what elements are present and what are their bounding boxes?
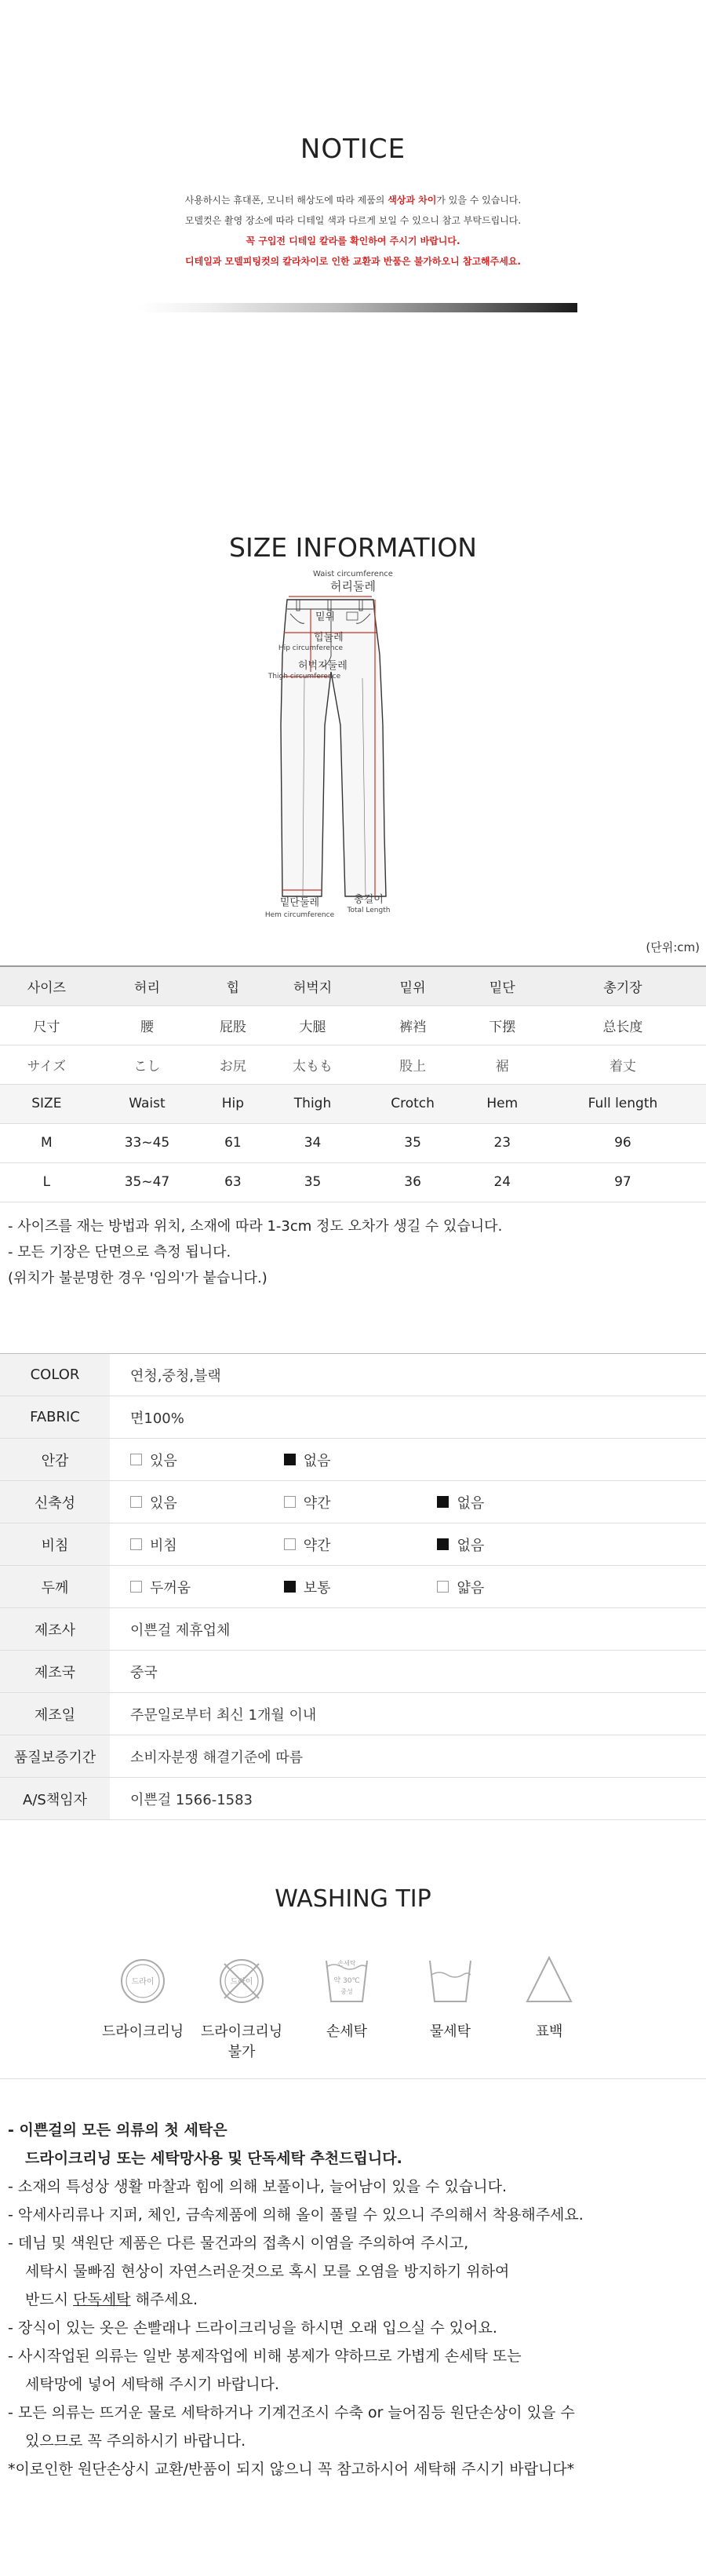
spec-value: 면100% xyxy=(110,1396,706,1439)
checkbox-checked-icon xyxy=(284,1454,296,1465)
notice-section xyxy=(0,133,706,272)
size-cell: 61 xyxy=(201,1123,264,1162)
size-note: - 사이즈를 재는 방법과 위치, 소재에 따라 1-3cm 정도 오차가 생길 수 있습니다. xyxy=(8,1218,503,1235)
dry-clean-label: 드라이크리닝 xyxy=(101,2023,184,2040)
notice-line-1-post: 가 있을 수 있습니다. xyxy=(436,195,522,206)
care-line: 세탁시 물빠짐 현상이 자연스러운것으로 혹시 모를 오염을 방지하기 위하여 xyxy=(25,2263,510,2280)
care-line: 드라이크리닝 또는 세탁망사용 및 단독세탁 추천드립니다. xyxy=(25,2150,402,2167)
checkbox-unchecked-icon xyxy=(284,1538,296,1550)
spec-key: 비침 xyxy=(0,1523,110,1566)
option-label: 없음 xyxy=(457,1494,485,1512)
care-line: 있으므로 꼭 주의하시기 바랍니다. xyxy=(25,2432,246,2450)
size-cell: 밑위 xyxy=(361,966,465,1005)
option-sheer-no xyxy=(437,1534,586,1555)
size-cell: 着丈 xyxy=(540,1045,706,1084)
spec-options xyxy=(110,1481,706,1523)
bleach-icon xyxy=(518,1950,580,2012)
size-cell: Waist xyxy=(93,1084,202,1123)
spec-row-stretch xyxy=(0,1481,706,1523)
hand-wash-temp-text: 약 30℃ xyxy=(333,1977,360,1985)
care-instructions xyxy=(8,2116,698,2483)
option-thick-thick xyxy=(130,1577,279,1597)
water-wash-label: 물세탁 xyxy=(429,2023,471,2040)
size-cell: 总长度 xyxy=(540,1005,706,1045)
no-dry-clean-label: 드라이크리닝 불가 xyxy=(200,2023,283,2060)
checkbox-unchecked-icon xyxy=(437,1581,449,1593)
care-line: - 모든 의류는 뜨거운 물로 세탁하거나 기계건조시 수축 or 늘어짐등 원단손상이 있을 수 xyxy=(8,2404,575,2421)
spec-value: 소비자분쟁 해결기준에 따름 xyxy=(110,1735,706,1778)
size-cell: 下摆 xyxy=(465,1005,540,1045)
length-ko-label: 총길이 xyxy=(354,894,384,906)
bleach-label: 표백 xyxy=(535,2023,563,2040)
size-header-cn xyxy=(0,1005,706,1045)
size-cell: 허리 xyxy=(93,966,202,1005)
care-line: - 소재의 특성상 생활 마찰과 힘에 의해 보풀이나, 늘어남이 있을 수 있습니다. xyxy=(8,2178,507,2195)
care-line-post: 해주세요. xyxy=(130,2291,198,2308)
size-cell: 34 xyxy=(265,1123,361,1162)
size-cell: 尺寸 xyxy=(0,1005,93,1045)
spec-key: 품질보증기간 xyxy=(0,1735,110,1778)
size-cell: 35 xyxy=(265,1162,361,1202)
water-wash-icon xyxy=(419,1950,482,2012)
no-dry-clean-icon-text: 드라이 xyxy=(230,1978,253,1987)
option-label: 얇음 xyxy=(457,1579,485,1596)
spec-value: 중국 xyxy=(110,1651,706,1693)
spec-key: 제조국 xyxy=(0,1651,110,1693)
notice-line-1 xyxy=(0,190,706,210)
care-line: 세탁망에 넣어 세탁해 주시기 바랍니다. xyxy=(25,2376,279,2393)
option-stretch-yes xyxy=(130,1492,279,1512)
washing-tip-title: WASHING TIP xyxy=(275,1885,431,1913)
option-lining-no xyxy=(284,1450,433,1470)
size-header-en xyxy=(0,1084,706,1123)
checkbox-checked-icon xyxy=(437,1538,449,1550)
checkbox-unchecked-icon xyxy=(284,1496,296,1508)
hand-wash-neutral-text: 중성 xyxy=(340,1988,353,1995)
size-cell: 35~47 xyxy=(93,1162,202,1202)
spec-row-warranty xyxy=(0,1735,706,1778)
size-row-m xyxy=(0,1123,706,1162)
care-line: - 이쁜걸의 모든 의류의 첫 세탁은 xyxy=(8,2122,227,2139)
spec-row-fabric xyxy=(0,1396,706,1439)
option-stretch-slight xyxy=(284,1492,433,1512)
notice-line-3: 꼭 구입전 디테일 칼라를 확인하여 주시기 바랍니다. xyxy=(246,235,460,246)
notice-text xyxy=(0,190,706,272)
no-dry-clean-icon xyxy=(210,1950,273,2012)
option-label: 비침 xyxy=(150,1537,177,1554)
spec-options xyxy=(110,1566,706,1608)
option-thick-normal xyxy=(284,1577,433,1597)
size-cell: 힙 xyxy=(201,966,264,1005)
rise-label: 밑위 xyxy=(315,611,336,623)
spec-table xyxy=(0,1353,706,1820)
size-cell: 밑단 xyxy=(465,966,540,1005)
size-cell: 24 xyxy=(465,1162,540,1202)
size-cell: 屁股 xyxy=(201,1005,264,1045)
thigh-en-label: Thigh circumference xyxy=(267,673,341,680)
spec-row-lining xyxy=(0,1439,706,1481)
size-cell: L xyxy=(0,1162,93,1202)
size-cell: 허벅지 xyxy=(265,966,361,1005)
option-label: 없음 xyxy=(303,1452,331,1469)
option-sheer-slight xyxy=(284,1534,433,1555)
option-label: 보통 xyxy=(303,1579,331,1596)
size-cell: こし xyxy=(93,1045,202,1084)
size-note: (위치가 불분명한 경우 '임의'가 붙습니다.) xyxy=(8,1270,267,1286)
checkbox-unchecked-icon xyxy=(130,1454,142,1465)
option-label: 두꺼움 xyxy=(150,1579,191,1596)
spec-row-country xyxy=(0,1651,706,1693)
hem-en-label: Hem circumference xyxy=(264,911,335,919)
size-header-ko xyxy=(0,966,706,1005)
care-line xyxy=(8,2286,698,2314)
spec-key: 신축성 xyxy=(0,1481,110,1523)
dry-clean-icon xyxy=(111,1950,174,2012)
option-label: 약간 xyxy=(303,1537,331,1554)
option-sheer-yes xyxy=(130,1534,279,1555)
option-label: 약간 xyxy=(303,1494,331,1512)
spec-key: 제조일 xyxy=(0,1693,110,1735)
pants-diagram xyxy=(259,568,447,929)
size-info-title: SIZE INFORMATION xyxy=(229,532,477,563)
spec-options xyxy=(110,1439,706,1481)
spec-row-maker xyxy=(0,1608,706,1651)
care-line: - 장식이 있는 옷은 손빨래나 드라이크리닝을 하시면 오래 입으실 수 있어요. xyxy=(8,2319,497,2337)
spec-value: 이쁜걸 제휴업체 xyxy=(110,1608,706,1651)
size-cell: 사이즈 xyxy=(0,966,93,1005)
waist-ko-label: 허리둘레 xyxy=(330,579,376,593)
size-cell: 96 xyxy=(540,1123,706,1162)
spec-row-as xyxy=(0,1778,706,1820)
care-line: - 사시작업된 의류는 일반 봉제작업에 비해 봉제가 약하므로 가볍게 손세탁 또는 xyxy=(8,2348,522,2365)
color-gradient-bar xyxy=(138,303,577,312)
hand-wash-icon xyxy=(315,1950,378,2012)
size-notes xyxy=(8,1213,502,1291)
option-thick-thin xyxy=(437,1577,586,1597)
size-cell: 63 xyxy=(201,1162,264,1202)
notice-line-2: 모델컷은 촬영 장소에 따라 디테일 색과 다르게 보일 수 있으니 참고 부탁드립니다. xyxy=(184,215,522,226)
hem-ko-label: 밑단둘레 xyxy=(279,897,320,909)
spec-value: 이쁜걸 1566-1583 xyxy=(110,1778,706,1820)
section-divider xyxy=(0,2078,706,2079)
size-header-jp xyxy=(0,1045,706,1084)
size-table xyxy=(0,965,706,1202)
spec-value: 주문일로부터 최신 1개월 이내 xyxy=(110,1693,706,1735)
size-row-l xyxy=(0,1162,706,1202)
size-cell: Crotch xyxy=(361,1084,465,1123)
size-cell: 33~45 xyxy=(93,1123,202,1162)
checkbox-unchecked-icon xyxy=(130,1496,142,1508)
spec-row-color xyxy=(0,1354,706,1396)
size-cell: Thigh xyxy=(265,1084,361,1123)
size-cell: 裾 xyxy=(465,1045,540,1084)
spec-key: A/S책임자 xyxy=(0,1778,110,1820)
option-label: 있음 xyxy=(150,1452,177,1469)
notice-line-1-emph: 색상과 차이 xyxy=(388,195,437,206)
spec-key: 제조사 xyxy=(0,1608,110,1651)
size-cell: 裤裆 xyxy=(361,1005,465,1045)
spec-key: 두께 xyxy=(0,1566,110,1608)
size-cell: Full length xyxy=(540,1084,706,1123)
hand-wash-label: 손세탁 xyxy=(326,2023,368,2040)
spec-key: COLOR xyxy=(0,1354,110,1396)
option-stretch-no xyxy=(437,1492,586,1512)
size-cell: 腰 xyxy=(93,1005,202,1045)
size-cell: 총기장 xyxy=(540,966,706,1005)
notice-line-1-pre: 사용하시는 휴대폰, 모니터 해상도에 따라 제품의 xyxy=(184,195,388,206)
size-cell: 股上 xyxy=(361,1045,465,1084)
care-line: *이로인한 원단손상시 교환/반품이 되지 않으니 꼭 참고하시어 세탁해 주시기 바랍니다* xyxy=(8,2461,575,2478)
spec-row-thickness xyxy=(0,1566,706,1608)
size-cell: 大腿 xyxy=(265,1005,361,1045)
thigh-ko-label: 허벅지둘레 xyxy=(298,660,348,672)
care-line: - 데님 및 색원단 제품은 다른 물건과의 접촉시 이염을 주의하여 주시고, xyxy=(8,2235,469,2252)
size-cell: 97 xyxy=(540,1162,706,1202)
checkbox-checked-icon xyxy=(284,1581,296,1593)
spec-row-sheer xyxy=(0,1523,706,1566)
notice-line-4: 디테일과 모델피팅컷의 칼라차이로 인한 교환과 반품은 불가하오니 참고해주세요. xyxy=(185,256,521,267)
unit-label: (단위:cm) xyxy=(646,940,700,954)
size-cell: Hip xyxy=(201,1084,264,1123)
size-cell: 36 xyxy=(361,1162,465,1202)
size-cell: 23 xyxy=(465,1123,540,1162)
option-label: 있음 xyxy=(150,1494,177,1512)
hip-ko-label: 힙둘레 xyxy=(314,632,344,644)
hip-en-label: Hip circumference xyxy=(278,644,344,652)
length-en-label: Total Length xyxy=(347,907,391,914)
care-line-underline: 단독세탁 xyxy=(73,2291,131,2308)
option-lining-yes xyxy=(130,1450,279,1470)
checkbox-unchecked-icon xyxy=(130,1581,142,1593)
spec-key: FABRIC xyxy=(0,1396,110,1439)
size-cell: 太もも xyxy=(265,1045,361,1084)
option-label: 없음 xyxy=(457,1537,485,1554)
hand-wash-icon-text: 손세탁 xyxy=(337,1960,356,1967)
care-line: - 악세사리류나 지퍼, 체인, 금속제품에 의해 올이 풀릴 수 있으니 주의해서 착용해주세요. xyxy=(8,2206,584,2224)
size-cell: サイズ xyxy=(0,1045,93,1084)
dry-clean-icon-text: 드라이 xyxy=(131,1978,155,1987)
size-cell: M xyxy=(0,1123,93,1162)
spec-options xyxy=(110,1523,706,1566)
size-cell: SIZE xyxy=(0,1084,93,1123)
size-cell: 35 xyxy=(361,1123,465,1162)
spec-value: 연청,중청,블랙 xyxy=(110,1354,706,1396)
checkbox-unchecked-icon xyxy=(130,1538,142,1550)
waist-en-label: Waist circumference xyxy=(313,570,393,578)
size-note: - 모든 기장은 단면으로 측정 됩니다. xyxy=(8,1244,231,1261)
spec-key: 안감 xyxy=(0,1439,110,1481)
notice-title: NOTICE xyxy=(300,133,406,165)
size-cell: お尻 xyxy=(201,1045,264,1084)
spec-row-date xyxy=(0,1693,706,1735)
care-line-pre: 반드시 xyxy=(25,2291,74,2308)
checkbox-checked-icon xyxy=(437,1496,449,1508)
size-cell: Hem xyxy=(465,1084,540,1123)
